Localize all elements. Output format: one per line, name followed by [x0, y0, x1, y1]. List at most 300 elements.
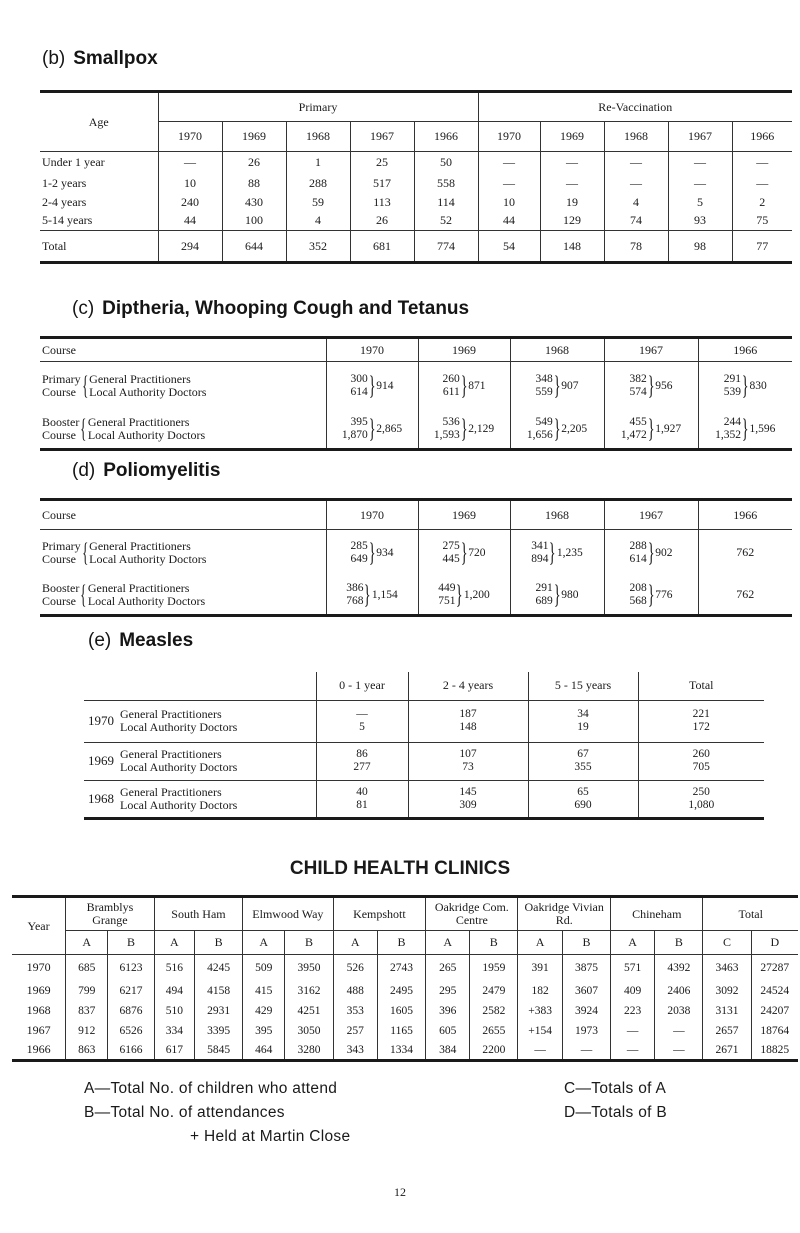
gp-value: 250	[692, 785, 710, 798]
provider-list	[89, 373, 206, 399]
cell: 2200	[470, 1041, 518, 1061]
cell: 384	[426, 1041, 470, 1061]
cell: 516	[154, 955, 194, 981]
sub-header: B	[285, 931, 333, 955]
gp-value: 145	[459, 785, 477, 798]
cell: 617	[154, 1041, 194, 1061]
provider-la: Local Authority Doctors	[120, 720, 238, 734]
cell: 10	[158, 174, 222, 193]
brace-cell	[510, 410, 604, 450]
combined-total: 776	[655, 588, 673, 601]
value-stack	[351, 540, 368, 566]
cell: 3162	[285, 981, 333, 1001]
cell: 78	[604, 231, 668, 263]
cell: 93	[668, 212, 732, 231]
la-value: 1,656	[526, 428, 553, 441]
total-row	[40, 231, 792, 263]
cell: 24524	[751, 981, 798, 1001]
year-header: 1966	[732, 122, 792, 152]
cell: 526	[333, 955, 377, 981]
la-value: 1,352	[715, 428, 741, 441]
cell: 494	[154, 981, 194, 1001]
combined-total: 2,129	[468, 422, 495, 435]
gp-value: 300	[350, 372, 368, 385]
gp-value: 348	[535, 372, 553, 385]
brace-glyph: }	[456, 579, 464, 609]
year-cell: 1967	[26, 1023, 51, 1037]
value-stack	[438, 582, 455, 608]
year-header: 1970	[158, 122, 222, 152]
year-cell: 1968	[26, 1003, 51, 1017]
cell: 19	[540, 193, 604, 212]
la-value: 894	[531, 552, 549, 565]
value-stack	[527, 416, 553, 442]
sub-header: C	[703, 931, 751, 955]
la-value: 768	[346, 594, 364, 607]
cell: 837	[66, 1001, 108, 1021]
la-value: 309	[459, 798, 477, 811]
table-row	[40, 174, 792, 193]
provider-list	[88, 582, 205, 608]
year-header: 1968	[604, 122, 668, 152]
cell: 1334	[377, 1041, 425, 1061]
brace-glyph: {	[81, 537, 89, 567]
la-value: 81	[356, 798, 368, 811]
cell: 430	[222, 193, 286, 212]
brace-cell	[510, 576, 604, 616]
cell: 77	[732, 231, 792, 263]
la-value: 445	[442, 552, 460, 565]
brace-glyph: }	[549, 537, 557, 567]
la-value: 148	[459, 721, 477, 733]
clinic-header: South Ham	[154, 897, 242, 931]
table-row	[40, 212, 792, 231]
sub-header: A	[426, 931, 470, 955]
cell	[638, 780, 764, 818]
cell: 4158	[195, 981, 243, 1001]
year-header: 1970	[478, 122, 540, 152]
year-header: Year	[12, 897, 66, 955]
cell: 257	[333, 1021, 377, 1041]
cell: 114	[414, 193, 478, 212]
cell: 517	[350, 174, 414, 193]
cell: 3395	[195, 1021, 243, 1041]
gp-value: 86	[356, 748, 368, 760]
combined-total: 720	[468, 546, 486, 559]
combined-total: 830	[749, 379, 767, 392]
sub-header: A	[611, 931, 655, 955]
year-header: 1969	[540, 122, 604, 152]
gp-value: 288	[629, 539, 647, 552]
cell: 288	[286, 174, 350, 193]
sub-header: B	[655, 931, 703, 955]
gp-value: 187	[459, 708, 477, 720]
cell: 10	[478, 193, 540, 212]
clinic-header: Oakridge Vivian Rd.	[518, 897, 611, 931]
combined-total: 914	[376, 379, 394, 392]
cell	[316, 742, 408, 780]
cell: —	[655, 1041, 703, 1061]
year-header: 1966	[414, 122, 478, 152]
cell: 113	[350, 193, 414, 212]
combined-total: 1,154	[371, 588, 398, 601]
table-row	[40, 410, 792, 450]
table-row	[40, 576, 792, 616]
brace-glyph: }	[741, 413, 749, 443]
cell: 6166	[108, 1041, 154, 1061]
sub-header: A	[333, 931, 377, 955]
value-stack	[621, 416, 647, 442]
value-stack	[724, 373, 741, 399]
cell: 415	[243, 981, 285, 1001]
cell: 1973	[562, 1021, 610, 1041]
polio-heading	[72, 460, 220, 482]
brace-cell	[604, 362, 698, 410]
gp-value: —	[356, 708, 368, 720]
brace-glyph: }	[647, 579, 655, 609]
cell	[528, 700, 638, 742]
cell: 3924	[562, 1001, 610, 1021]
clinic-header: Oakridge Com. Centre	[426, 897, 518, 931]
combined-total: 907	[561, 379, 579, 392]
year-header: 1969	[418, 338, 510, 362]
provider-list	[88, 416, 205, 442]
cell: —	[478, 174, 540, 193]
clinic-header: Chineham	[611, 897, 703, 931]
cell: 395	[243, 1021, 285, 1041]
cell: 464	[243, 1041, 285, 1061]
cell: —	[562, 1041, 610, 1061]
total-col-header: Total	[638, 672, 764, 700]
brace-cell	[604, 530, 698, 576]
cell: 2582	[470, 1001, 518, 1021]
la-value: 73	[462, 761, 474, 773]
cell: 50	[414, 152, 478, 174]
brace-cell	[418, 410, 510, 450]
cell: 26	[350, 212, 414, 231]
clinic-header: Kempshott	[333, 897, 426, 931]
provider-list	[120, 708, 237, 734]
diptheria-table	[40, 336, 792, 451]
row-label: 1-2 years	[42, 175, 87, 190]
course-name: Booster	[42, 580, 80, 595]
provider-list	[120, 748, 237, 774]
combined-total: 902	[655, 546, 673, 559]
provider-la: Local Authority Doctors	[120, 797, 238, 812]
cell: 4	[604, 193, 668, 212]
section-letter: (c)	[72, 298, 95, 319]
brace-cell	[326, 530, 418, 576]
year-header: 1969	[222, 122, 286, 152]
table-row	[84, 780, 764, 818]
cell: 6123	[108, 955, 154, 981]
gp-value: 386	[346, 581, 364, 594]
cell: —	[668, 152, 732, 174]
cell: +383	[518, 1001, 563, 1021]
section-title: Smallpox	[73, 48, 158, 69]
la-value: 172	[692, 721, 710, 733]
clinics-table	[12, 895, 798, 1062]
cell: —	[668, 174, 732, 193]
table-row	[12, 1001, 798, 1021]
year-cell: 1969	[26, 983, 51, 997]
course-word: Course	[42, 427, 76, 442]
value-stack	[531, 540, 548, 566]
brace-glyph: }	[553, 370, 561, 400]
year-cell: 1966	[26, 1042, 51, 1057]
cell: 685	[66, 955, 108, 981]
section-title: Measles	[119, 630, 194, 651]
cell: 2038	[655, 1001, 703, 1021]
cell: 52	[414, 212, 478, 231]
footnote-b: B—Total No. of attendances	[84, 1104, 285, 1121]
cell: 6217	[108, 981, 154, 1001]
section-letter: (d)	[72, 460, 96, 481]
cell: 605	[426, 1021, 470, 1041]
gp-value: 107	[459, 748, 477, 760]
age-col-header: 2 - 4 years	[408, 672, 528, 700]
value-stack	[346, 582, 363, 608]
brace-glyph: }	[368, 537, 376, 567]
sub-header: A	[66, 931, 108, 955]
la-value: 559	[535, 385, 553, 398]
course-type	[42, 373, 81, 399]
gp-value: 244	[723, 415, 741, 428]
measles-table	[84, 672, 764, 820]
cell: 409	[611, 981, 655, 1001]
provider-list	[89, 540, 206, 566]
cell: 912	[66, 1021, 108, 1041]
year-header: 1968	[510, 338, 604, 362]
cell: 762	[698, 576, 792, 616]
cell: —	[611, 1041, 655, 1061]
la-value: 690	[574, 798, 592, 811]
polio-table	[40, 498, 792, 617]
la-value: 5	[359, 721, 365, 733]
cell: 98	[668, 231, 732, 263]
provider-la: Local Authority Doctors	[89, 384, 207, 399]
table-row	[12, 1041, 798, 1061]
cell: 100	[222, 212, 286, 231]
value-stack	[351, 373, 368, 399]
year-header: 1967	[604, 338, 698, 362]
page-number: 12	[394, 1185, 406, 1199]
course-label	[40, 410, 326, 450]
cell: 488	[333, 981, 377, 1001]
cell	[638, 700, 764, 742]
brace-glyph: }	[364, 579, 372, 609]
cell: 510	[154, 1001, 194, 1021]
cell: 88	[222, 174, 286, 193]
clinic-header: Elmwood Way	[243, 897, 333, 931]
cell: 54	[478, 231, 540, 263]
brace-cell	[510, 530, 604, 576]
course-name: Primary	[42, 538, 81, 553]
year-header: 1970	[326, 338, 418, 362]
course-word: Course	[42, 593, 76, 608]
year-header: 1969	[418, 500, 510, 530]
footnote-c: C—Totals of A	[564, 1080, 667, 1097]
cell: —	[732, 174, 792, 193]
sub-header: B	[108, 931, 154, 955]
cell: 6876	[108, 1001, 154, 1021]
cell: 571	[611, 955, 655, 981]
brace-glyph: }	[460, 370, 468, 400]
combined-total: 1,927	[655, 422, 682, 435]
cell	[316, 700, 408, 742]
cell: 3050	[285, 1021, 333, 1041]
year-header: 1967	[350, 122, 414, 152]
cell: —	[518, 1041, 563, 1061]
table-row	[84, 700, 764, 742]
gp-value: 34	[577, 708, 589, 720]
la-value: 277	[353, 761, 371, 773]
cell: +154	[518, 1021, 563, 1041]
la-value: 574	[629, 385, 647, 398]
la-value: 355	[574, 761, 592, 773]
course-type	[42, 540, 81, 566]
gp-value: 260	[442, 372, 460, 385]
year-label: 1968	[88, 790, 114, 806]
cell: 391	[518, 955, 563, 981]
sub-header: B	[377, 931, 425, 955]
brace-glyph: {	[80, 579, 87, 609]
year-label-cell	[84, 700, 316, 742]
table-row	[84, 742, 764, 780]
provider-la: Local Authority Doctors	[120, 760, 238, 774]
cell: 3280	[285, 1041, 333, 1061]
cell	[528, 742, 638, 780]
value-stack	[342, 416, 368, 442]
cell: 4251	[285, 1001, 333, 1021]
age-header: Age	[40, 92, 158, 152]
gp-value: 260	[692, 748, 710, 760]
gp-value: 341	[531, 539, 549, 552]
la-value: 1,870	[341, 428, 368, 441]
brace-cell	[510, 362, 604, 410]
provider-la: Local Authority Doctors	[87, 427, 206, 442]
year-label-cell	[84, 780, 316, 818]
sub-header: A	[243, 931, 285, 955]
cell: 44	[478, 212, 540, 231]
brace-cell	[418, 576, 510, 616]
la-value: 751	[438, 594, 456, 607]
provider-gp: General Practitioners	[89, 538, 191, 553]
table-row	[12, 1021, 798, 1041]
cell: —	[158, 152, 222, 174]
combined-total: 871	[468, 379, 486, 392]
combined-total: 2,865	[376, 422, 403, 435]
section-title: Poliomyelitis	[103, 460, 221, 481]
value-stack	[443, 373, 460, 399]
value-stack	[630, 540, 647, 566]
cell	[316, 780, 408, 818]
combined-total: 1,200	[463, 588, 490, 601]
course-name: Booster	[42, 414, 80, 429]
cell: 799	[66, 981, 108, 1001]
table-row	[12, 981, 798, 1001]
provider-gp: General Practitioners	[87, 580, 190, 595]
year-label: 1969	[88, 753, 114, 768]
footnote-d: D—Totals of B	[564, 1104, 667, 1121]
year-header: 1966	[698, 338, 792, 362]
combined-total: 1,596	[749, 422, 776, 435]
year-header: 1967	[668, 122, 732, 152]
cell	[408, 742, 528, 780]
gp-value: 67	[577, 748, 589, 760]
cell: 863	[66, 1041, 108, 1061]
la-value: 649	[350, 552, 368, 565]
footnote-a: A—Total No. of children who attend	[84, 1080, 338, 1097]
row-label: Total	[42, 238, 67, 253]
cell: 26	[222, 152, 286, 174]
cell: 2406	[655, 981, 703, 1001]
section-letter: (b)	[42, 48, 66, 69]
cell: 129	[540, 212, 604, 231]
measles-heading	[88, 630, 193, 652]
table-row	[40, 362, 792, 410]
cell: 3607	[562, 981, 610, 1001]
cell: 2743	[377, 955, 425, 981]
cell: 3875	[562, 955, 610, 981]
course-label	[40, 530, 326, 576]
brace-cell	[604, 410, 698, 450]
la-value: 705	[692, 761, 710, 773]
gp-value: 291	[535, 581, 553, 594]
cell: 6526	[108, 1021, 154, 1041]
la-value: 614	[350, 385, 368, 398]
course-header: Course	[42, 342, 76, 357]
cell: 509	[243, 955, 285, 981]
cell	[408, 780, 528, 818]
cell: 75	[732, 212, 792, 231]
cell: 59	[286, 193, 350, 212]
brace-cell	[418, 362, 510, 410]
cell: 353	[333, 1001, 377, 1021]
value-stack	[630, 373, 647, 399]
provider-la: Local Authority Doctors	[87, 593, 206, 608]
provider-gp: General Practitioners	[120, 784, 222, 799]
cell: —	[604, 152, 668, 174]
sub-header: B	[470, 931, 518, 955]
brace-glyph: }	[553, 579, 561, 609]
cell: —	[655, 1021, 703, 1041]
brace-glyph: }	[741, 370, 749, 400]
table-row	[40, 152, 792, 174]
gp-value: 208	[629, 581, 647, 594]
cell: —	[540, 174, 604, 193]
cell: 25	[350, 152, 414, 174]
cell: 2655	[470, 1021, 518, 1041]
gp-value: 40	[356, 785, 368, 798]
course-type	[42, 582, 79, 608]
la-value: 689	[535, 594, 553, 607]
cell: —	[611, 1021, 655, 1041]
brace-glyph: {	[80, 413, 87, 443]
cell: 774	[414, 231, 478, 263]
footnote-plus: + Held at Martin Close	[190, 1128, 351, 1145]
row-label: Under 1 year	[42, 155, 105, 170]
la-value: 614	[629, 552, 647, 565]
cell: 4245	[195, 955, 243, 981]
clinic-header: Bramblys Grange	[66, 897, 155, 931]
brace-glyph: }	[647, 370, 655, 400]
brace-cell	[604, 576, 698, 616]
cell: 5845	[195, 1041, 243, 1061]
cell: 295	[426, 981, 470, 1001]
la-value: 1,472	[620, 428, 647, 441]
cell: 18825	[751, 1041, 798, 1061]
